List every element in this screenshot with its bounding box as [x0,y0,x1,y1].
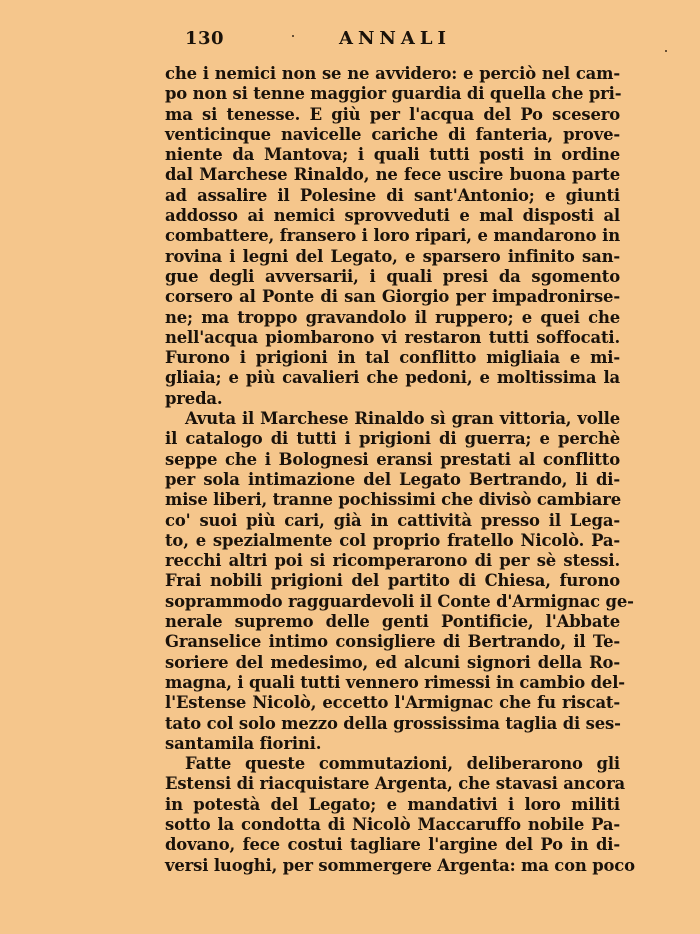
text-line: ma si tenesse. E giù per l'acqua del Po scesero [165,104,620,124]
paragraph [165,409,634,754]
text-line: ne; ma troppo gravandolo il ruppero; e quei che [165,307,620,327]
text-line: versi luoghi, per sommergere Argenta: ma con poco [165,855,635,875]
text-line: sotto la condotta di Nicolò Maccaruffo nobile Pa- [165,814,620,834]
text-line: corsero al Ponte di san Giorgio per impadronirse- [165,287,620,307]
text-line: in potestà del Legato; e mandativi i loro militi [165,794,620,814]
text-line: dal Marchese Rinaldo, ne fece uscire buona parte [165,165,620,185]
text-line: tato col solo mezzo della grossissima taglia di ses- [165,713,621,733]
text-line: Granselice intimo consigliere di Bertrando, il Te- [165,632,620,652]
paragraph [165,754,635,876]
text-line: co' suoi più cari, già in cattività presso il Lega- [165,510,620,530]
text-line: dovano, fece costui tagliare l'argine del Po in di- [165,835,620,855]
text-line: venticinque navicelle cariche di fanteria, prove- [165,124,620,144]
paper-speck [665,50,667,52]
paper-speck [292,35,294,37]
page-header [163,28,623,52]
text-line: magna, i quali tutti vennero rimessi in cambio del- [165,672,625,692]
text-line: addosso ai nemici sprovveduti e mal disposti al [165,206,620,226]
text-line: combattere, fransero i loro ripari, e mandarono in [165,226,620,246]
text-line: l'Estense Nicolò, eccetto l'Armignac che fu riscat- [165,693,620,713]
text-line: per sola intimazione del Legato Bertrando, li di- [165,469,620,489]
text-line: rovina i legni del Legato, e sparsero infinito san- [165,246,620,266]
text-line: nerale supremo delle genti Pontificie, l'Abbate [165,612,620,632]
text-line: nell'acqua piombarono vi restaron tutti soffocati. [165,327,620,347]
text-line: preda. [165,388,223,408]
text-line: il catalogo di tutti i prigioni di guerra; e perchè [165,429,620,449]
text-line: po non si tenne maggior guardia di quella che pri- [165,84,622,104]
text-line: Avuta il Marchese Rinaldo sì gran vittoria, volle [185,409,620,429]
text-line: seppe che i Bolognesi eransi prestati al conflitto [165,449,620,469]
page-number: 130 [185,28,225,49]
text-line: Estensi di riacquistare Argenta, che stavasi ancora [165,774,626,794]
text-line: santamila fiorini. [165,733,322,753]
text-line: gliaia; e più cavalieri che pedoni, e moltissima la [165,368,620,388]
text-line: soprammodo ragguardevoli il Conte d'Armignac ge- [165,591,634,611]
text-line: che i nemici non se ne avvidero: e perciò nel cam- [165,64,620,83]
text-line: ad assalire il Polesine di sant'Antonio; e giunti [165,185,620,205]
running-title: ANNALI [339,28,451,49]
text-line: soriere del medesimo, ed alcuni signori della Ro- [165,652,620,672]
text-line: mise liberi, tranne pochissimi che divisò cambiare [165,490,621,510]
text-line: recchi altri poi si ricomperarono di per sè stessi. [165,551,620,571]
body-text [165,64,635,876]
text-line: Furono i prigioni in tal conflitto migliaia e mi- [165,348,620,368]
text-line: Fatte queste commutazioni, deliberarono gli [185,754,620,774]
text-line: Frai nobili prigioni del partito di Chiesa, furono [165,571,620,591]
text-line: gue degli avversarii, i quali presi da sgomento [165,266,620,286]
text-line: niente da Mantova; i quali tutti posti in ordine [165,145,620,165]
paragraph [165,64,620,409]
text-line: to, e spezialmente col proprio fratello Nicolò. Pa- [165,530,620,550]
